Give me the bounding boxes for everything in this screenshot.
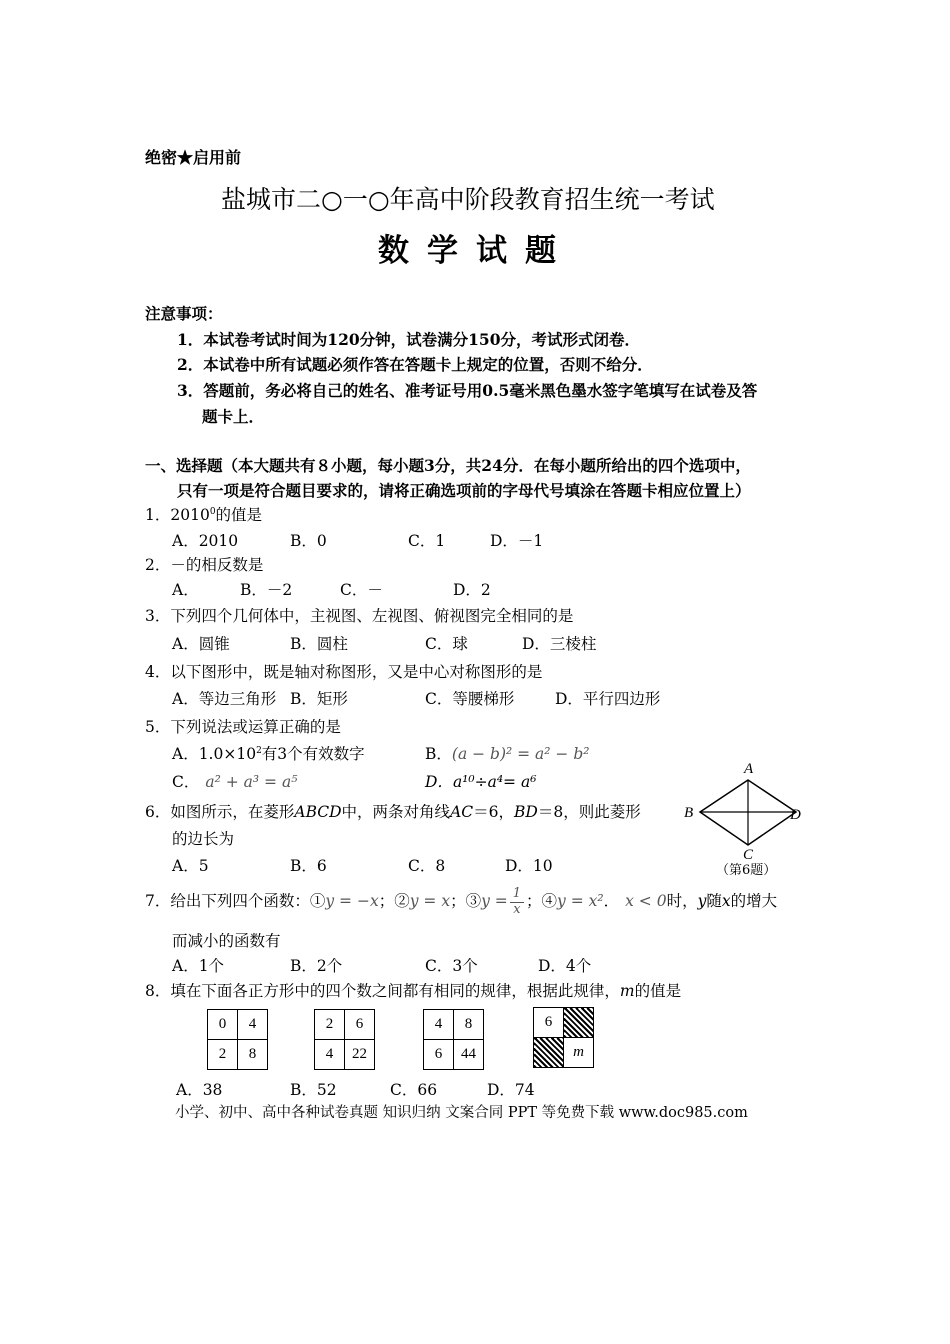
grid-cell-m: m (564, 1038, 594, 1068)
q6-stem: 6．如图所示，在菱形ABCD中，两条对角线AC＝6，BD＝8，则此菱形 (145, 803, 641, 821)
grid-cell: 8 (238, 1040, 268, 1070)
q4-stem: 4．以下图形中，既是轴对称图形，又是中心对称图形的是 (145, 663, 543, 681)
section1-intro-line1: 一、选择题（本大题共有８小题，每小题3分，共24分．在每小题所给出的四个选项中， (145, 456, 751, 475)
grid-cell: 44 (454, 1040, 484, 1070)
q8-grid-4 (533, 1007, 594, 1068)
vertex-label-d: D (790, 807, 801, 823)
q2-option-b: B．－2 (240, 581, 293, 599)
q7-option-a: A．1个 (172, 957, 225, 975)
notice-item-3-cont: 题卡上． (202, 407, 265, 426)
q8-option-b: B．52 (290, 1081, 337, 1099)
grid-cell: 4 (424, 1010, 454, 1040)
grid-cell: 2 (315, 1010, 345, 1040)
footer-text: 小学、初中、高中各种试卷真题 知识归纳 文案合同 PPT 等免费下载 www.doc985.com (175, 1105, 748, 1121)
q2-option-d: D．2 (453, 581, 491, 599)
subject-title: 数学试题 (378, 233, 574, 269)
q1-option-a: A．2010 (172, 532, 239, 550)
q3-option-d: D．三棱柱 (522, 635, 597, 653)
grid-cell-hatched (534, 1038, 564, 1068)
q7-stem-line2: 而减小的函数有 (172, 932, 281, 950)
notice-heading: 注意事项： (145, 304, 223, 323)
q4-option-b: B．矩形 (290, 690, 348, 708)
q8-option-d: D．74 (487, 1081, 535, 1099)
grid-cell: 4 (238, 1010, 268, 1040)
q7-option-d: D．4个 (538, 957, 592, 975)
grid-cell: 22 (345, 1040, 375, 1070)
grid-cell: 8 (454, 1010, 484, 1040)
secret-label: 绝密★启用前 (145, 148, 242, 167)
q2-stem: 2．－的相反数是 (145, 556, 264, 574)
q5-option-c: C． a² + a³ = a⁵ (172, 773, 298, 791)
vertex-label-a: A (744, 761, 754, 777)
q6-option-a: A．5 (172, 857, 209, 875)
q5-option-b: B．(a − b)² = a² − b² (425, 745, 590, 763)
exam-title: 盐城市二○一○年高中阶段教育招生统一考试 (221, 185, 715, 214)
vertex-label-c: C (743, 847, 754, 863)
q3-option-c: C．球 (425, 635, 468, 653)
q5-stem: 5．下列说法或运算正确的是 (145, 718, 341, 736)
q7-stem: 7．给出下列四个函数：①y = −x；②y = x；③y = $\frac{1}{x}$ ；④y = x²． x < 0时，y随x的增大 (145, 886, 778, 917)
q6-option-b: B．6 (290, 857, 327, 875)
q6-option-d: D．10 (505, 857, 553, 875)
q8-option-c: C．66 (390, 1081, 438, 1099)
grid-cell: 6 (345, 1010, 375, 1040)
q1-option-d: D．－1 (490, 532, 544, 550)
grid-cell: 6 (424, 1040, 454, 1070)
q5-option-d: D．a¹⁰÷a⁴= a⁶ (425, 773, 537, 791)
q6-figure-caption: （第6题） (716, 863, 777, 878)
q1-option-b: B．0 (290, 532, 327, 550)
q3-option-b: B．圆柱 (290, 635, 348, 653)
q8-option-a: A．38 (176, 1081, 223, 1099)
grid-cell: 6 (534, 1008, 564, 1038)
vertex-label-b: B (684, 805, 694, 821)
q8-grid-3 (423, 1009, 484, 1070)
q1-option-c: C．1 (408, 532, 446, 550)
q2-option-a: A． (172, 581, 199, 599)
grid-cell-hatched (564, 1008, 594, 1038)
q4-option-d: D．平行四边形 (555, 690, 661, 708)
q4-option-c: C．等腰梯形 (425, 690, 515, 708)
q6-stem-line2: 的边长为 (172, 830, 235, 848)
q2-option-c: C．－ (340, 581, 383, 599)
q5-option-a: A．$1.0\times 10^2$有3个有效数字 (172, 745, 365, 763)
q4-option-a: A．等边三角形 (172, 690, 277, 708)
q8-grid-2 (314, 1009, 375, 1070)
q7-fraction: $\frac{1}{x}$ (510, 887, 524, 917)
grid-cell: 0 (208, 1010, 238, 1040)
q3-option-a: A．圆锥 (172, 635, 230, 653)
q8-stem: 8．填在下面各正方形中的四个数之间都有相同的规律，根据此规律，m的值是 (145, 982, 682, 1000)
notice-item-3: 3．答题前，务必将自己的姓名、准考证号用0.5毫米黑色墨水签字笔填写在试卷及答 (177, 381, 758, 400)
q8-grid-1 (207, 1009, 268, 1070)
section1-intro-line2: 只有一项是符合题目要求的，请将正确选项前的字母代号填涂在答题卡相应位置上） (177, 481, 751, 500)
q1-stem: 1．2010$^0$的值是 (145, 506, 263, 524)
q7-option-b: B．2个 (290, 957, 343, 975)
grid-cell: 2 (208, 1040, 238, 1070)
q7-option-c: C．3个 (425, 957, 478, 975)
notice-item-2: 2．本试卷中所有试题必须作答在答题卡上规定的位置，否则不给分． (177, 355, 653, 374)
notice-item-1: 1．本试卷考试时间为120分钟，试卷满分150分，考试形式闭卷． (177, 330, 640, 349)
grid-cell: 4 (315, 1040, 345, 1070)
q6-option-c: C．8 (408, 857, 446, 875)
q3-stem: 3．下列四个几何体中，主视图、左视图、俯视图完全相同的是 (145, 607, 574, 625)
